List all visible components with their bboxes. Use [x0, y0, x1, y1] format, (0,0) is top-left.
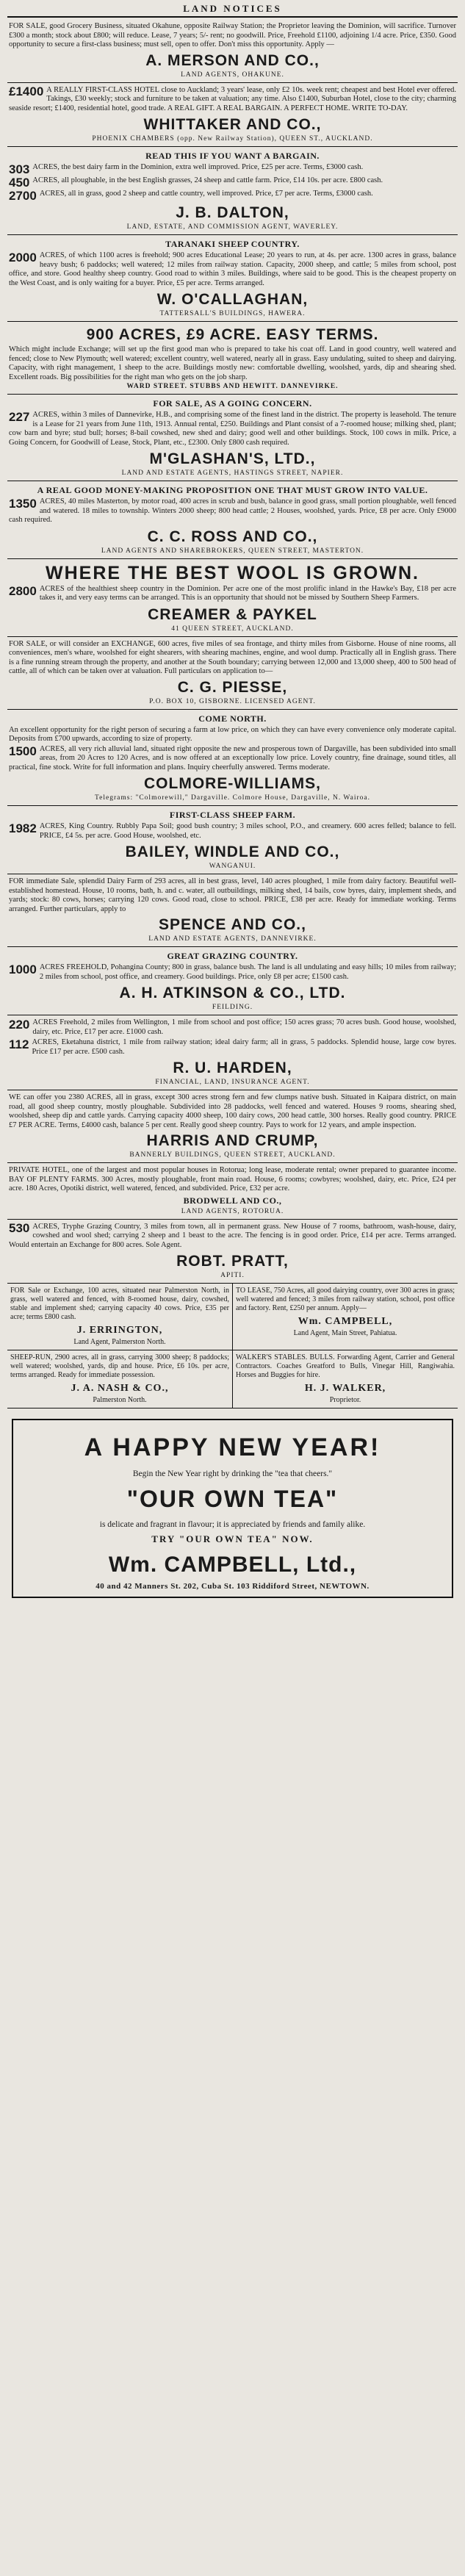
ad-our-own-tea: [12, 1419, 453, 1598]
ad-number: 112: [9, 1037, 29, 1051]
ad-stubbs-hewitt: [7, 322, 458, 395]
ad-number: 2700: [9, 189, 37, 203]
small-ads-row-2: [7, 1350, 458, 1408]
ad-ocallaghan: [7, 235, 458, 322]
ad-number: 1500: [9, 744, 37, 758]
advertiser-name: A. H. ATKINSON & CO., LTD.: [119, 985, 346, 1001]
advertiser-address: Telegrams: "Colmorewill," Dargaville. Colmore House, Dargaville, N. Wairoa.: [95, 794, 370, 802]
ad-text: WE can offer you 2380 ACRES, all in grass, except 300 acres strong fern and few clumps native bush. Situated in Kaipara district, on main road, all good sheep country, mostly ploughable. Subdivided into 28 paddocks, well fenced and watered. Houses 9 rooms, shearing shed, woolshed, sheep dip and cattle yards. Carrying capacity 4000 sheep, 100 dairy cows, 200 head cattle, 300 horses. Really good country. PRICE £7 PER ACRE. Terms, £4000 cash, balance 5 per cent. Really good sheep country. Pays to work for 12 years, and ample inspection.: [9, 1093, 456, 1129]
advertiser-name: A. MERSON AND CO.,: [145, 51, 320, 69]
ad-number: 1350: [9, 497, 37, 511]
listing: [9, 1038, 456, 1057]
ad-text: Which might include Exchange; will set up the first good man who is prepared to take his coat off. Land in good country, well watered and fenced; close to New Plymouth; well watered; excellent country, well watered, nearly all in grass. Easy undulating, suited to sheep and dairying. Capacity, with right management, 1 sheep to the acre. Buildings mostly new: comfortable dwelling, woolshed, yards, dip and shearing shed. Excellent roads. Big possibilities for the right man who gets on the job sharp.: [9, 345, 456, 381]
listing: [9, 190, 456, 202]
ad-banner: A REAL GOOD MONEY-MAKING PROPOSITION ONE THAT MUST GROW INTO VALUE.: [37, 485, 428, 495]
advertiser-address: TATTERSALL'S BUILDINGS, HAWERA.: [159, 310, 306, 317]
ad-piesse: [7, 637, 458, 710]
ad-atkinson: [7, 947, 458, 1015]
ad-text: FOR SALE, or will consider an EXCHANGE, 600 acres, five miles of sea frontage, and thirty miles from Gisborne. House of nine rooms, all conveniences, men's whare, woolshed for eight shearers, with shearing machines, engine, and wool dump. Practically all in English grass. There is a fine running stream through the property, and another at the South boundary; carrying between 12,000 and 13,000 sheep, 400 to 500 head of cattle, all of which can be taken over at valuation. Full particulars on application to—: [9, 639, 456, 675]
ad-text: FOR SALE, good Grocery Business, situated Okahune, opposite Railway Station; the Proprietor leaving the Dominion, will sacrifice. Turnover £300 a month; stock about £800; will reduce. Lease, 7 years; 5/- rent; no goodwill. Price, Freehold £1100, adjoining 1/4 acre. Price, £350. Good opportunity to secure a first-class business; must sell, open to offer. Don't miss this opportunity. Apply —: [9, 22, 456, 48]
ad-number: 1982: [9, 821, 37, 835]
advertiser-address: Palmerston North.: [93, 1396, 147, 1404]
ad-number: 1000: [9, 963, 37, 976]
advertiser-name: HARRIS AND CRUMP,: [146, 1132, 319, 1149]
ad-banner: TARANAKI SHEEP COUNTRY.: [165, 239, 300, 249]
advertiser-name: WARD STREET. STUBBS AND HEWITT. DANNEVIRKE.: [126, 383, 339, 390]
ad-ross: [7, 481, 458, 559]
ad-merson: [7, 19, 458, 83]
advertiser-name: SPENCE AND CO.,: [159, 916, 306, 933]
ad-text: A REALLY FIRST-CLASS HOTEL close to Auckland; 3 years' lease, only £2 10s. week rent; cheapest and best Hotel ever offered. Takings, £30 weekly; stock and furniture to be taken at valuation; any time. Also £1400, Suburban Hotel, close to the city; charming seaside resort; £1400, residential hotel, good trade. A REAL GIFT. A REAL BARGAIN. A PERFECT HOME. WRITE TO-DAY.: [9, 85, 456, 112]
ad-text: WALKER'S STABLES. BULLS. Forwarding Agent, Carrier and General Contractors. Coaches Greatford to Bulls, Vinegar Hill, Rangiwahia. Horses and Buggies for hire.: [236, 1353, 455, 1379]
ad-mglashan: [7, 395, 458, 481]
ad-text: ACRES, all ploughable, in the best English grasses, 24 sheep and cattle farm. Price, £14 10s. per acre. £800 cash.: [32, 176, 383, 184]
ad-text: ACRES, within 3 miles of Dannevirke, H.B., and comprising some of the finest land in the district. The property is leasehold. The tenure is a Lease for 21 years from June 11th, 1913. Annual rental, £250. Buildings and Plant consist of a 7-roomed house; milking shed, plant; cow barn and byre; stud bull; horses; 8-bail cowshed, new shed and dairy; good well and other buildings. Stock, 100 cows in milk. Price, a Going Concern, for Goodwill of Lease, Stock, Plant, etc., £2300. Only £800 cash required.: [9, 411, 456, 447]
ad-text: FOR Sale or Exchange, 100 acres, situated near Palmerston North, in grass, well watered and fenced, with 8-roomed house, dairy, cowshed, stable and implement shed; carrying capacity 40 cows. Price, £35 per acre; terms £800 cash.: [10, 1287, 229, 1321]
ad-text: ACRES, all in grass, good 2 sheep and cattle country, well improved. Price, £7 per acre. Terms, £3000 cash.: [39, 190, 373, 198]
ad-nash: [7, 1350, 232, 1408]
ad-brodwell: [7, 1163, 458, 1220]
ad-banner: READ THIS IF YOU WANT A BARGAIN.: [145, 151, 320, 161]
ad-number: £1400: [9, 84, 44, 98]
ad-text: ACRES, Tryphe Grazing Country, 3 miles from town, all in permanent grass. New House of 7 rooms, bathroom, wash-house, dairy, cowshed and wool shed; carrying 2 sheep and 1 beast to the acre. The fencing is in good order. Price, £14 per acre. Terms arranged. Would entertain an Exchange for 800 acres. Sole Agent.: [9, 1222, 456, 1249]
ad-number: 303: [9, 162, 30, 176]
ad-walker-stables: [232, 1350, 458, 1408]
ad-text: ACRES, Eketahuna district, 1 mile from railway station; ideal dairy farm; all in grass, 5 paddocks. Splendid house, large cow byres. Price £17 per acre. £500 cash.: [32, 1038, 456, 1056]
advertiser-address: FINANCIAL, LAND, INSURANCE AGENT.: [155, 1079, 310, 1086]
ad-number: 220: [9, 1018, 30, 1032]
ad-text: ACRES, all very rich alluvial land, situated right opposite the new and prosperous town of Dargaville, has been subdivided into small areas, from 20 Acres to 120 Acres, and is now offered at an exceptionally low price. Lovely country, fine drainage, sound titles, all practical, fine stock. Write for full information and plans. Inquiry cheerfully answered. Terms moderate.: [9, 744, 456, 771]
ad-colmore-williams: [7, 710, 458, 807]
advertiser-address: APITI.: [220, 1272, 245, 1279]
ad-harris-crump: [7, 1090, 458, 1163]
ad-banner: FOR SALE, AS A GOING CONCERN.: [153, 398, 312, 409]
ad-text: TO LEASE, 750 Acres, all good dairying country, over 300 acres in grass; well watered and fenced; 3 miles from railway station, school, post office and factory. Rent, £250 per annum. Apply—: [236, 1287, 455, 1312]
advertiser-name: BRODWELL AND CO.,: [183, 1195, 282, 1206]
tea-address: 40 and 42 Manners St. 202, Cuba St. 103 Riddiford Street, NEWTOWN.: [95, 1582, 370, 1591]
ad-creamer-paykel: [7, 559, 458, 637]
advertiser-address: P.O. BOX 10, GISBORNE. LICENSED AGENT.: [149, 697, 316, 705]
listing: [9, 176, 456, 189]
advertiser-address: LAND AND ESTATE AGENTS, DANNEVIRKE.: [148, 935, 317, 943]
ad-text: SHEEP-RUN, 2900 acres, all in grass, carrying 3000 sheep; 8 paddocks; well watered; woolshed, yards, dip and house. Price, £6 10s. per acre, terms arranged. Ready for immediate possession.: [10, 1353, 229, 1379]
tea-body: is delicate and fragrant in flavour; it is appreciated by friends and family alike.: [99, 1520, 366, 1529]
advertiser-address: PHOENIX CHAMBERS (opp. New Railway Station), QUEEN ST., AUCKLAND.: [92, 135, 373, 143]
ad-spence: [7, 874, 458, 947]
ad-text: ACRES, of which 1100 acres is freehold; 900 acres Educational Lease; 20 years to run, at 4s. per acre. 1300 acres in grass, balance heavy bush; 6 paddocks; well watered; 12 miles from railway station. Capacity, 2000 sheep, and cattle; 5 miles from school, post office, and store. Good healthy sheep country. Good road to within 3 miles. Buildings, where said to be good. This is the cheapest property on the West Coast, and is only waiting for a buyer. Price, £5 per acre. Terms arranged.: [9, 251, 456, 287]
ad-number: 2800: [9, 583, 37, 598]
advertiser-name: BAILEY, WINDLE AND CO.,: [125, 843, 340, 860]
advertiser-name: H. J. WALKER,: [304, 1383, 386, 1394]
ad-banner: COME NORTH.: [198, 713, 267, 724]
ad-headline: WHERE THE BEST WOOL IS GROWN.: [46, 562, 419, 583]
advertiser-name: COLMORE-WILLIAMS,: [144, 775, 321, 792]
small-ads-row-1: [7, 1284, 458, 1350]
ad-campbell-lease: [232, 1284, 458, 1350]
ad-dalton: [7, 147, 458, 235]
advertiser-address: Proprietor.: [329, 1396, 361, 1404]
ad-text: ACRES Freehold, 2 miles from Wellington, 1 mile from school and post office; 150 acres grass; 70 acres bush. Good house, woolshed, dairy, etc. Price, £17 per acre. £1000 cash.: [32, 1018, 456, 1036]
advertiser-name: W. O'CALLAGHAN,: [156, 291, 309, 308]
ad-harden: [7, 1015, 458, 1090]
advertiser-address: LAND AND ESTATE AGENTS, HASTINGS STREET, NAPIER.: [121, 469, 344, 477]
tea-headline: A HAPPY NEW YEAR!: [84, 1433, 381, 1461]
tea-brand: "OUR OWN TEA": [126, 1486, 339, 1512]
tea-intro: Begin the New Year right by drinking the "tea that cheers.": [132, 1469, 333, 1478]
advertiser-name: C. G. PIESSE,: [177, 678, 288, 696]
advertiser-name: J. A. NASH & CO.,: [71, 1383, 169, 1394]
ad-text: FOR immediate Sale, splendid Dairy Farm of 293 acres, all in best grass, level, 140 acres ploughed, 1 mile from dairy factory. Beautiful well-established homestead. House, 10 rooms, bath, h. and c. water, all outbuildings, milking shed, 14 bails, cow byres, dairy, implement sheds, and yards; stock: 80 cows, horses; carrying 120 cows. Good road, close to school. PRICE, £38 per acre. Ready for immediate working. Terms arranged. Further particulars, apply to: [9, 877, 456, 913]
listing: [9, 1018, 456, 1037]
tea-company: Wm. CAMPBELL, Ltd.,: [108, 1553, 357, 1577]
advertiser-address: Land Agent, Palmerston North.: [73, 1338, 166, 1346]
advertiser-address: 41 QUEEN STREET, AUCKLAND.: [171, 625, 294, 633]
ad-text: ACRES FREEHOLD, Pohangina County; 800 in grass, balance bush. The land is all undulating and easy hills; 10 miles from railway; 2 miles from school, post office, and creamery. Good buildings. Price, only £8 per acre; £1500 cash.: [39, 963, 456, 981]
advertiser-name: J. ERRINGTON,: [76, 1325, 163, 1336]
ad-banner: FIRST-CLASS SHEEP FARM.: [169, 810, 296, 820]
ad-text: ACRES, King Country. Rubbly Papa Soil; good bush country; 3 miles school, P.O., and creamery. 600 acres felled; balance to fell. PRICE, £4 5s. per acre. Good House, woolshed, etc.: [39, 822, 456, 840]
ad-text: ACRES, 40 miles Masterton, by motor road, 400 acres in scrub and bush, balance in good grass, small portion ploughable, well fenced and watered. 18 miles to township. Winters 2000 sheep; 800 head cattle; 2 Houses, woolshed, yards. Price, £8 per acre. Only £9000 cash required.: [9, 497, 456, 524]
tea-cta: TRY "OUR OWN TEA" NOW.: [151, 1533, 314, 1544]
advertiser-address: LAND AGENTS, OHAKUNE.: [181, 71, 284, 79]
advertiser-address: WANGANUI.: [209, 863, 256, 870]
ad-number: 2000: [9, 251, 37, 265]
newspaper-page: [7, 0, 458, 1598]
advertiser-address: LAND AGENTS, ROTORUA.: [181, 1207, 284, 1215]
advertiser-address: FEILDING.: [212, 1004, 253, 1011]
ad-headline: 900 ACRES, £9 ACRE. EASY TERMS.: [86, 326, 379, 343]
advertiser-address: LAND, ESTATE, AND COMMISSION AGENT, WAVERLEY.: [126, 223, 339, 231]
advertiser-name: C. C. ROSS AND CO.,: [147, 528, 318, 545]
ad-errington: [7, 1284, 232, 1350]
ad-text: An excellent opportunity for the right person of securing a farm at low price, on which they can have every convenience only moderate capital. Deposits from £700 upwards, according to size of property.: [9, 725, 456, 743]
ad-text: ACRES, the best dairy farm in the Dominion, extra well improved. Price, £25 per acre. Terms, £3000 cash.: [32, 163, 364, 171]
section-header: LAND NOTICES: [7, 0, 458, 18]
advertiser-name: CREAMER & PAYKEL: [148, 605, 317, 623]
ad-number: 450: [9, 176, 30, 190]
ad-text: PRIVATE HOTEL, one of the largest and most popular houses in Rotorua; long lease, moderate rental; owner prepared to guarantee income. BAY OF PLENTY FARMS. 300 Acres, mostly ploughable, front main road. House, 6 rooms; cowbyres; woolshed, dairy, etc. Price, £24 per acre. 180 Acres, Opotiki district, well watered, fenced, and subdivided. Price, £32 per acre.: [9, 1166, 456, 1192]
advertiser-name: M'GLASHAN'S, LTD.,: [149, 450, 316, 467]
ad-pratt: [7, 1220, 458, 1284]
advertiser-name: ROBT. PRATT,: [176, 1253, 289, 1270]
ad-number: 530: [9, 1220, 30, 1235]
advertiser-name: WHITTAKER AND CO.,: [143, 116, 322, 133]
advertiser-address: BANNERLY BUILDINGS, QUEEN STREET, AUCKLAND.: [129, 1151, 336, 1159]
advertiser-address: Land Agent, Main Street, Pahiatua.: [293, 1329, 397, 1337]
advertiser-name: J. B. DALTON,: [176, 204, 289, 221]
advertiser-name: Wm. CAMPBELL,: [298, 1316, 393, 1327]
ad-text: ACRES of the healthiest sheep country in the Dominion. Per acre one of the most prolific inland in the Hawke's Bay, £18 per acre takes it, and very easy terms can be arranged. This is an opportunity that should not be missed by Southern Sheep Farmers.: [39, 584, 456, 602]
ad-number: 227: [9, 410, 30, 424]
ad-whittaker: [7, 83, 458, 148]
listing: [9, 163, 456, 176]
ad-bailey-windle: [7, 806, 458, 874]
advertiser-name: R. U. HARDEN,: [173, 1059, 292, 1076]
ad-banner: GREAT GRAZING COUNTRY.: [167, 951, 298, 961]
advertiser-address: LAND AGENTS AND SHAREBROKERS, QUEEN STREET, MASTERTON.: [101, 547, 364, 555]
